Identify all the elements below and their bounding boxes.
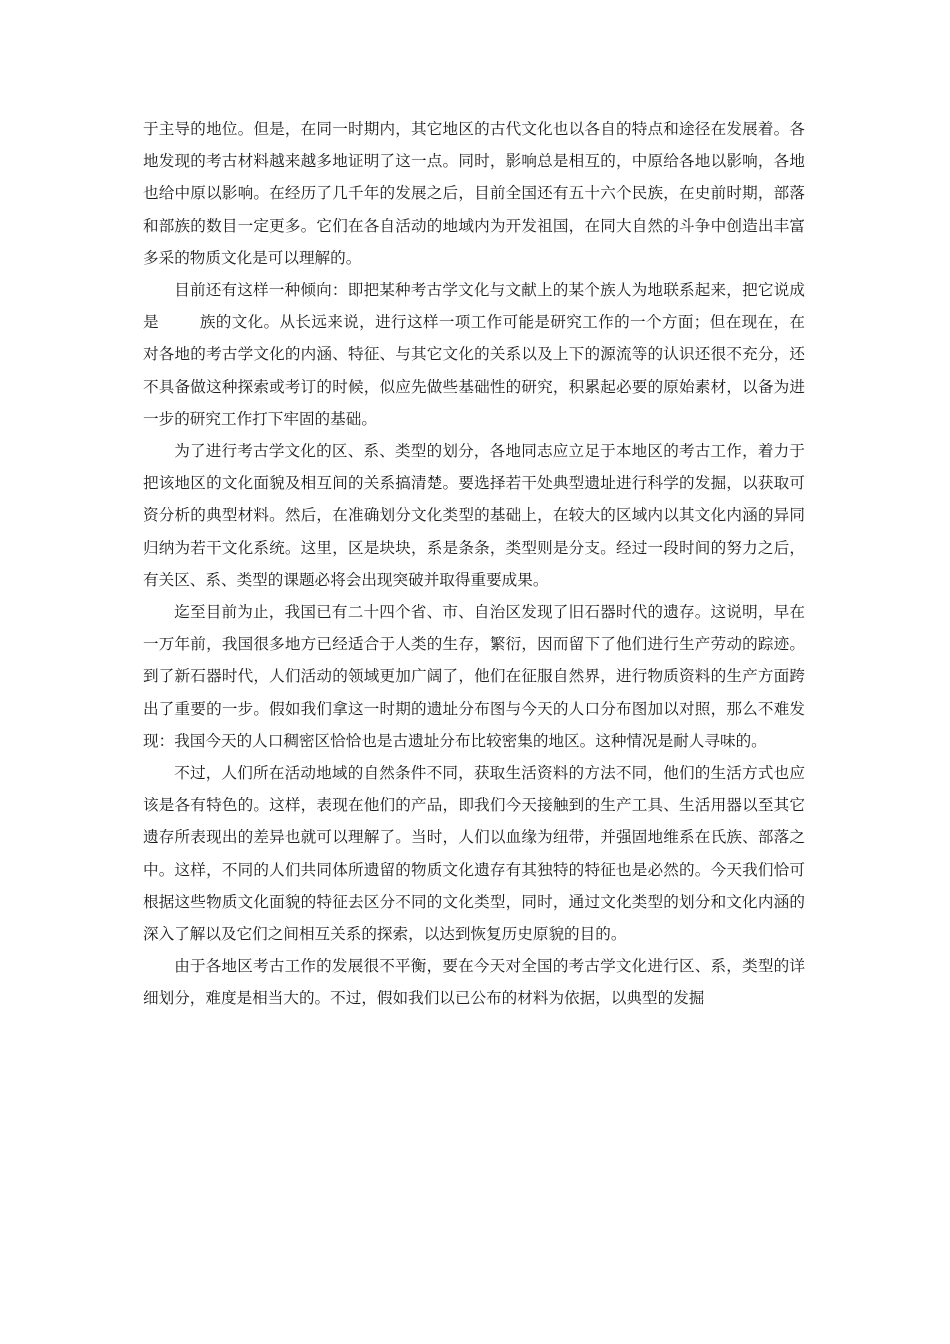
paragraph-2 xyxy=(143,274,805,435)
paragraph-2-text-after-blank: 族的文化。从长远来说，进行这样一项工作可能是研究工作的一个方面；但在现在，在对各地的考古学文化的内涵、特征、与其它文化的关系以及上下的源流等的认识还很不充分，还不具备做这种探索或考订的时候，似应先做些基础性的研究，积累起必要的原始素材，以备为进一步的研究工作打下牢固的基础。 xyxy=(143,313,805,428)
paragraph-6: 由于各地区考古工作的发展很不平衡，要在今天对全国的考古学文化进行区、系，类型的详细划分，难度是相当大的。不过，假如我们以已公布的材料为依据，以典型的发掘 xyxy=(143,957,805,1008)
paragraph-5: 不过，人们所在活动地域的自然条件不同，获取生活资料的方法不同，他们的生活方式也应该是各有特色的。这样，表现在他们的产品，即我们今天接触到的生产工具、生活用器以至其它遗存所表现出的差异也就可以理解了。当时，人们以血缘为纽带，并强固地维系在氏族、部落之中。这样，不同的人们共同体所遗留的物质文化遗存有其独特的特征也是必然的。今天我们恰可根据这些物质文化面貌的特征去区分不同的文化类型，同时，通过文化类型的划分和文化内涵的深入了解以及它们之间相互关系的探索，以达到恢复历史原貌的目的。 xyxy=(143,764,805,944)
paragraph-2-text-before-blank: 目前还有这样一种倾向：即把某种考古学文化与文献上的某个族人为地联系起来，把它说成是 xyxy=(143,281,805,332)
article-body xyxy=(143,113,805,1015)
paragraph-3: 为了进行考古学文化的区、系、类型的划分，各地同志应立足于本地区的考古工作，着力于把该地区的文化面貌及相互间的关系搞清楚。要选择若干处典型遗址进行科学的发掘，以获取可资分析的典型材料。然后，在准确划分文化类型的基础上，在较大的区域内以其文化内涵的异同归纳为若干文化系统。这里，区是块块，系是条条，类型则是分支。经过一段时间的努力之后，有关区、系、类型的课题必将会出现突破并取得重要成果。 xyxy=(143,442,805,589)
paragraph-1: 于主导的地位。但是，在同一时期内，其它地区的古代文化也以各自的特点和途径在发展着。各地发现的考古材料越来越多地证明了这一点。同时，影响总是相互的，中原给各地以影响，各地也给中原以影响。在经历了几千年的发展之后，目前全国还有五十六个民族，在史前时期，部落和部族的数目一定更多。它们在各自活动的地域内为开发祖国，在同大自然的斗争中创造出丰富多采的物质文化是可以理解的。 xyxy=(143,120,805,267)
paragraph-4: 迄至目前为止，我国已有二十四个省、市、自治区发现了旧石器时代的遗存。这说明，早在一万年前，我国很多地方已经适合于人类的生存，繁衍，因而留下了他们进行生产劳动的踪迹。到了新石器时代，人们活动的领域更加广阔了，他们在征服自然界，进行物质资料的生产方面跨出了重要的一步。假如我们拿这一时期的遗址分布图与今天的人口分布图加以对照，那么不难发现：我国今天的人口稠密区恰恰也是古遗址分布比较密集的地区。这种情况是耐人寻味的。 xyxy=(143,603,805,750)
